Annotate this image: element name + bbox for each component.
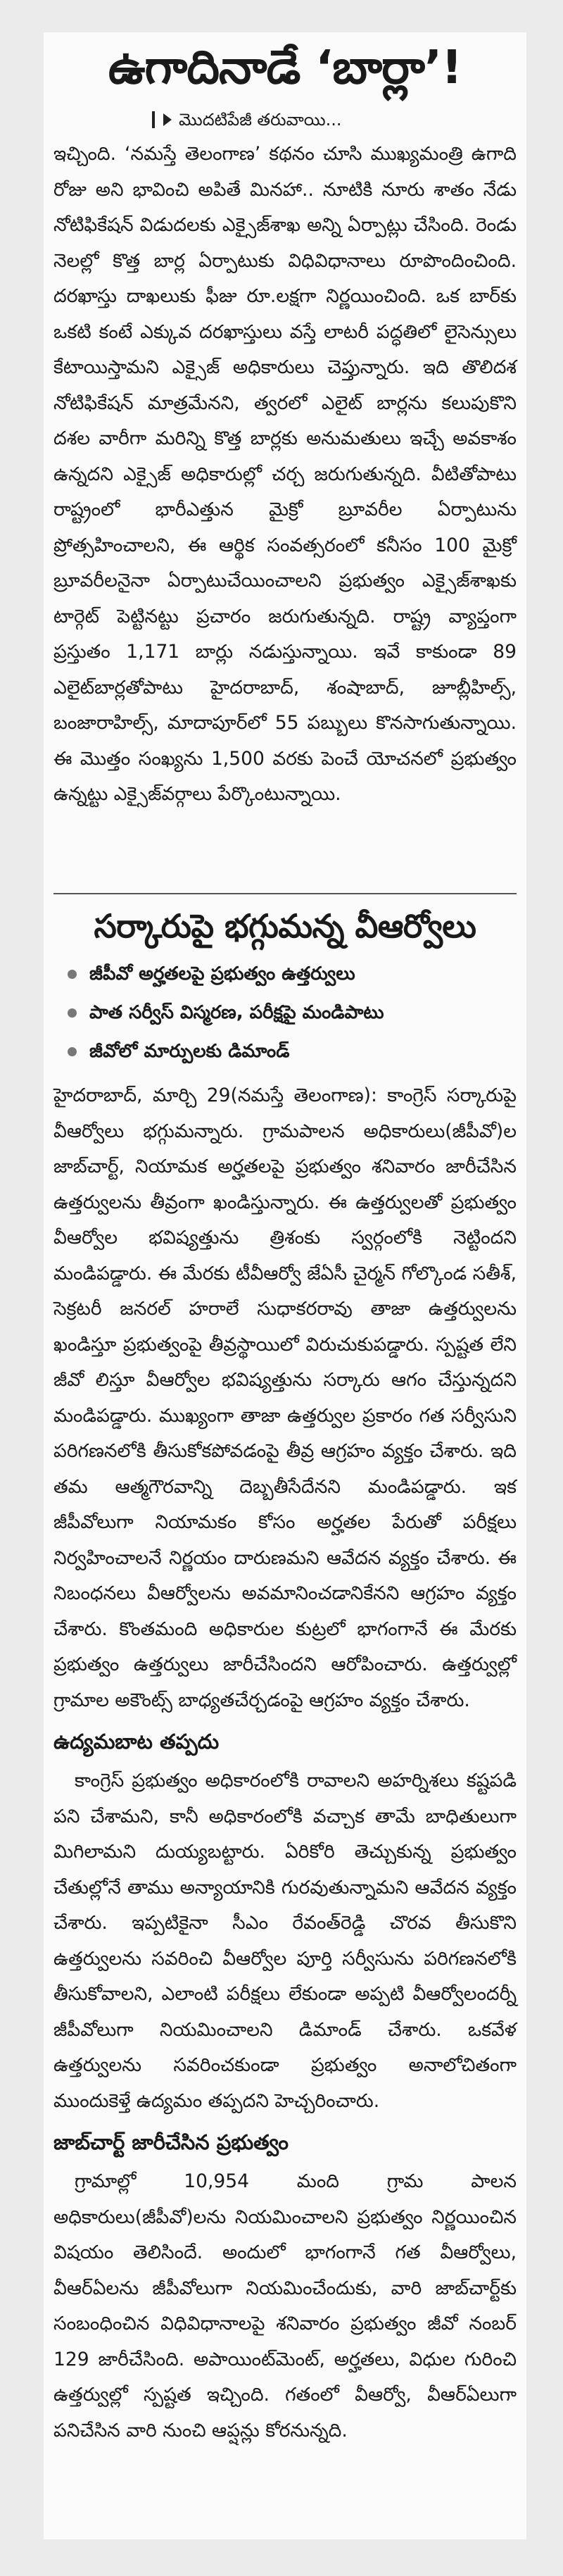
highlight-item: జీవోలో మార్పులకు డిమాండ్ bbox=[68, 1032, 517, 1071]
divider bbox=[53, 893, 517, 894]
story-vro-paragraph: హైదరాబాద్, మార్చి 29(నమస్తే తెలంగాణ): కాంగ్రెస్ సర్కారుపై వీఆర్వోలు భగ్గుమన్నారు. గ్రామపాలన అధికారులు(జీపీవో)ల జాబ్‌చార్ట్, నియామక అర్హతలపై ప్రభుత్వం శనివారం జారీచేసిన ఉత్తర్వులను తీవ్రంగా ఖండిస్తున్నారు. ఈ ఉత్తర్వులతో ప్రభుత్వం వీఆర్వోల భవిష్యత్తును త్రిశంకు స్వర్గంలోకి నెట్టిందని మండిపడ్డారు. ఈ మేరకు టీవీఆర్వో జేఏసీ చైర్మన్ గోల్కొండ సతీశ్, సెక్రటరీ జనరల్ హరాలే సుధాకరరావు తాజా ఉత్తర్వులను ఖండిస్తూ ప్రభుత్వంపై తీవ్రస్థాయిలో విరుచుకుపడ్డారు. స్పష్టత లేని జీవో లిస్తూ వీఆర్వోల భవిష్యత్తును సర్కారు ఆగం చేస్తున్నదని మండిపడ్డారు. ముఖ్యంగా తాజా ఉత్తర్వుల ప్రకారం గత సర్వీసుని పరిగణనలోకి తీసుకోకపోవడంపై తీవ్ర ఆగ్రహం వ్యక్తం చేశారు. ఇది తమ ఆత్మగౌరవాన్ని దెబ్బతీసేదేనని మండిపడ్డారు. ఇక జీపీవోలుగా నియామకం కోసం అర్హతల పేరుతో పరీక్షలు నిర్వహించాలనే నిర్ణయం దారుణమని ఆవేదన వ్యక్తం చేశారు. ఈ నిబంధనలు వీఆర్వోలను అవమానించడానికేనని ఆగ్రహం వ్యక్తం చేశారు. కొంతమంది అధికారుల కుట్రలో భాగంగానే ఈ మేరకు ప్రభుత్వం ఉత్తర్వులు జారీచేసిందని ఆరోపించారు. ఉత్తర్వుల్లో గ్రామాల అకౌంట్స్ బాధ్యతచేర్చడంపై ఆగ్రహం వ్యక్తం చేశారు. bbox=[53, 1084, 517, 1711]
story-agitation-paragraph: కాంగ్రెస్ ప్రభుత్వం అధికారంలోకి రావాలని అహర్నిశలు కష్టపడి పని చేశామని, కానీ అధికారంలోకి వచ్చాక తామే బాధితులుగా మిగిలామని దుయ్యబట్టారు. ఏరికోరి తెచ్చుకున్న ప్రభుత్వం చేతుల్లోనే తాము అన్యాయానికి గురవుతున్నామని ఆవేదన వ్యక్తం చేశారు. ఇప్పటికైనా సీఎం రేవంత్‌రెడ్డి చొరవ తీసుకొని ఉత్తర్వులను సవరించి వీఆర్వోల పూర్తి సర్వీసును పరిగణనలోకి తీసుకోవాలని, ఎలాంటి పరీక్షలు లేకుండా అప్పటి వీఆర్వోలందర్నీ జీపీవోలుగా నియమించాలని డిమాండ్ చేశారు. ఒకవేళ ఉత్తర్వులను సవరించకుండా ప్రభుత్వం అనాలోచితంగా ముందుకెళ్తే ఉద్యమం తప్పదని హెచ్చరించారు. bbox=[53, 1770, 517, 2112]
kicker-text: మొదటిపేజీ తరువాయి... bbox=[179, 110, 342, 130]
highlights-list bbox=[53, 955, 517, 1071]
side-heading-agitation: ఉద్యమబాట తప్పదు bbox=[53, 1730, 220, 1753]
side-heading-jobchart: జాబ్‌చార్ట్ జారీచేసిన ప్రభుత్వం bbox=[53, 2130, 289, 2154]
newspaper-clipping bbox=[44, 32, 526, 2539]
kicker-bar-icon bbox=[152, 111, 155, 128]
continuation-kicker bbox=[152, 108, 517, 131]
headline: ఉగాదినాడే ‘బార్లా’! bbox=[108, 40, 462, 94]
article-vro bbox=[53, 886, 517, 2449]
bullet-icon bbox=[68, 1008, 77, 1018]
story-bars-paragraph: ఇచ్చింది. ‘నమస్తే తెలంగాణ’ కథనం చూసి ముఖ్యమంత్రి ఉగాది రోజు అని భావించి అపితే మినహా.. నూటికి నూరు శాతం నేడు నోటిఫికేషన్ విడుదలకు ఎక్సైజ్‌శాఖ అన్ని ఏర్పాట్లు చేసింది. రెండు నెలల్లో కొత్త బార్ల ఏర్పాటుకు విధివిధానాలు రూపొందించింది. దరఖాస్తు దాఖలుకు ఫీజు రూ.లక్షగా నిర్ణయించింది. ఒక బార్‌కు ఒకటి కంటే ఎక్కువ దరఖాస్తులు వస్తే లాటరీ పద్ధతిలో లైసెన్సులు కేటాయిస్తామని ఎక్సైజ్ అధికారులు చెప్తున్నారు. ఇది తొలిదశ నోటిఫికేషన్ మాత్రమేనని, త్వరలో ఎలైట్ బార్లను కలుపుకొని దశల వారీగా మరిన్ని కొత్త బార్లకు అనుమతులు ఇచ్చే అవకాశం ఉన్నదని ఎక్సైజ్ అధికారుల్లో చర్చ జరుగుతున్నది. వీటితోపాటు రాష్ట్రంలో భారీఎత్తున మైక్రో బ్రూవరీల ఏర్పాటును ప్రోత్సహించాలని, ఈ ఆర్థిక సంవత్సరంలో కనీసం 100 మైక్రో బ్రూవరీలనైనా ఏర్పాటుచేయించాలని ప్రభుత్వం ఎక్సైజ్‌శాఖకు టార్గెట్ పెట్టినట్టు ప్రచారం జరుగుతున్నది. రాష్ట్ర వ్యాప్తంగా ప్రస్తుతం 1,171 బార్లు నడుస్తున్నాయి. ఇవే కాకుండా 89 ఎలైట్‌బార్లతోపాటు హైదరాబాద్, శంషాబాద్, జూబ్లీహిల్స్, బంజారాహిల్స్, మాదాపూర్‌లో 55 పబ్బులు కొనసాగుతున్నాయి. ఈ మొత్తం సంఖ్యను 1,500 వరకు పెంచే యోచనలో ప్రభుత్వం ఉన్నట్టు ఎక్సైజ్‌వర్గాలు పేర్కొంటున్నాయి. bbox=[53, 143, 517, 805]
highlight-item: పాత సర్వీస్ విస్మరణ, పరీక్షపై మండిపాటు bbox=[68, 994, 517, 1032]
article-head bbox=[53, 37, 517, 813]
bullet-icon bbox=[68, 970, 77, 979]
highlight-item: జీపీవో అర్హతలపై ప్రభుత్వం ఉత్తర్వులు bbox=[68, 955, 517, 994]
subheadline: సర్కారుపై భగ్గుమన్న వీఆర్వోలు bbox=[94, 907, 476, 945]
kicker-arrow-icon bbox=[163, 113, 172, 126]
story-jobchart-paragraph: గ్రామాల్లో 10,954 మంది గ్రామ పాలన అధికారులు(జీపీవో)లను నియమించాలని ప్రభుత్వం నిర్ణయించిన విషయం తెలిసిందే. అందులో భాగంగానే గత వీఆర్వోలు, వీఆర్‌ఏలను జీపీవోలుగా నియమించేందుకు, వారి జాబ్‌చార్ట్‌కు సంబంధించిన విధివిధానాలపై శనివారం ప్రభుత్వం జీవో నంబర్ 129 జారీచేసింది. అపాయింట్‌మెంట్, అర్హతలు, విధుల గురించి ఉత్తర్వుల్లో స్పష్టత ఇచ్చింది. గతంలో వీఆర్వో, వీఆర్‌ఏలుగా పనిచేసిన వారి నుంచి ఆప్షన్లు కోరనున్నది. bbox=[53, 2170, 517, 2441]
bullet-icon bbox=[68, 1047, 77, 1056]
